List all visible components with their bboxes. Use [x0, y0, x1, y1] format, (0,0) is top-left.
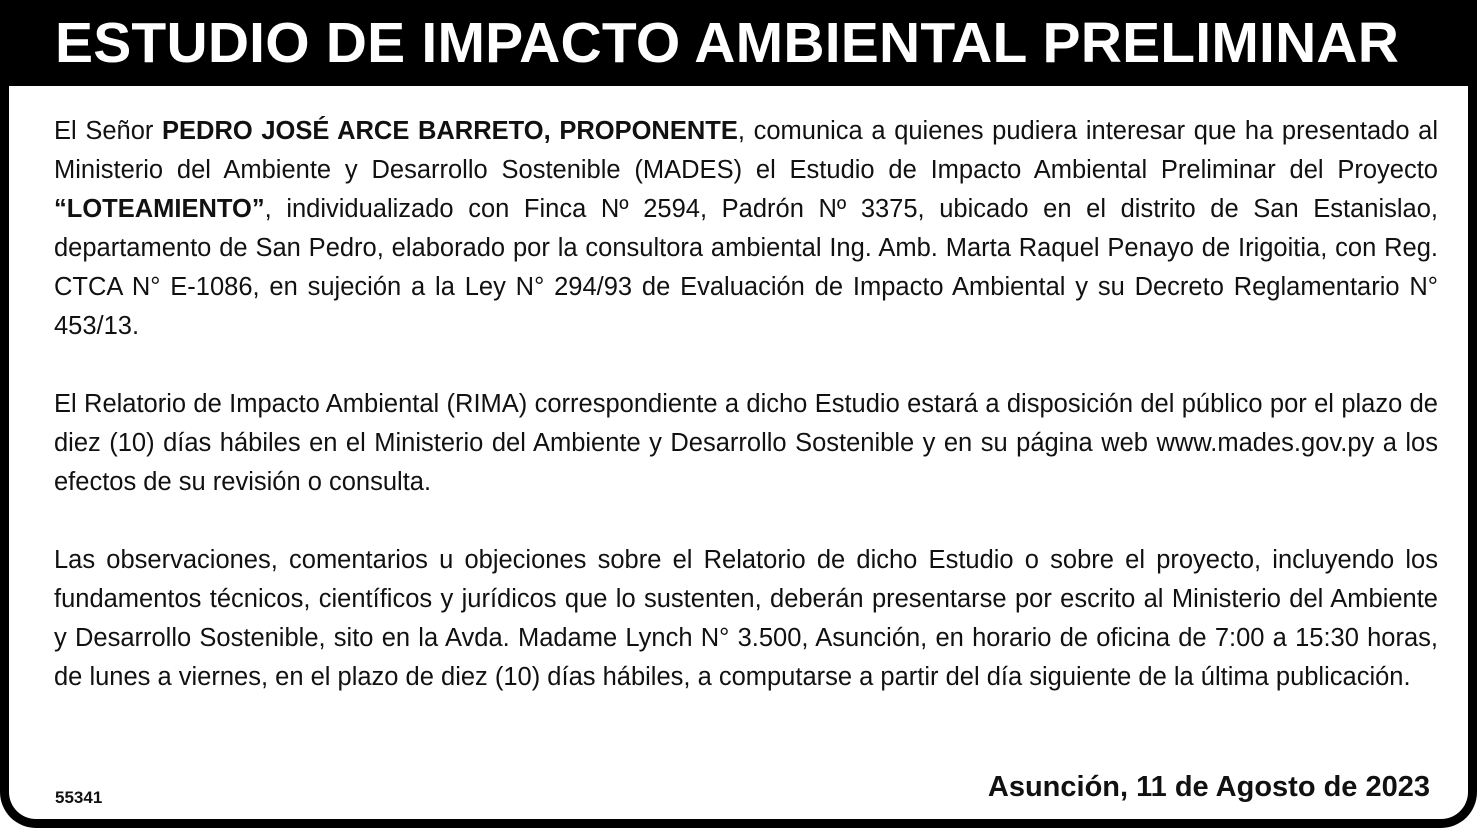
- proponent-name: PEDRO JOSÉ ARCE BARRETO, PROPONENTE: [162, 117, 738, 145]
- notice-body: [54, 112, 1438, 697]
- paragraph-rima-availability: El Relatorio de Impacto Ambiental (RIMA) correspondiente a dicho Estudio estará a disposición del público por el plazo de diez (10) días hábiles en el Ministerio del Ambiente y Desarrollo Sostenible y en su página web www.mades.gov.py a los efectos de su revisión o consulta.: [54, 390, 1438, 496]
- notice-number: 55341: [55, 788, 103, 807]
- paragraph-announcement: [54, 112, 1438, 346]
- project-name: “LOTEAMIENTO”: [54, 195, 265, 223]
- announcement-intro: El Señor: [54, 117, 163, 145]
- announcement-text-a: , comunica a quienes pudiera interesar que ha presentado al Ministerio del Ambiente y Desarrollo Sostenible (MADES) el Estudio de Impacto Ambiental Preliminar del Proyecto: [54, 117, 1439, 184]
- announcement-text-b: , individualizado con Finca Nº 2594, Padrón Nº 3375, ubicado en el distrito de San Estanislao, departamento de San Pedro, elaborado por la consultora ambiental Ing. Amb. Marta Raquel Penayo de Irigoitia, con Reg. CTCA N° E-1086, en sujeción a la Ley N° 294/93 de Evaluación de Impacto Ambiental y su Decreto Reglamentario N° 453/13.: [54, 195, 1438, 340]
- place-and-date: Asunción, 11 de Agosto de 2023: [987, 771, 1430, 803]
- paragraph-observations: Las observaciones, comentarios u objeciones sobre el Relatorio de dicho Estudio o sobre el proyecto, incluyendo los fundamentos técnicos, científicos y jurídicos que lo sustenten, deberán presentarse por escrito al Ministerio del Ambiente y Desarrollo Sostenible, sito en la Avda. Madame Lynch N° 3.500, Asunción, en horario de oficina de 7:00 a 15:30 horas, de lunes a viernes, en el plazo de diez (10) días hábiles, a computarse a partir del día siguiente de la última publicación.: [54, 546, 1438, 691]
- header-bar: [9, 0, 1477, 86]
- notice-title: ESTUDIO DE IMPACTO AMBIENTAL PRELIMINAR: [55, 11, 1400, 75]
